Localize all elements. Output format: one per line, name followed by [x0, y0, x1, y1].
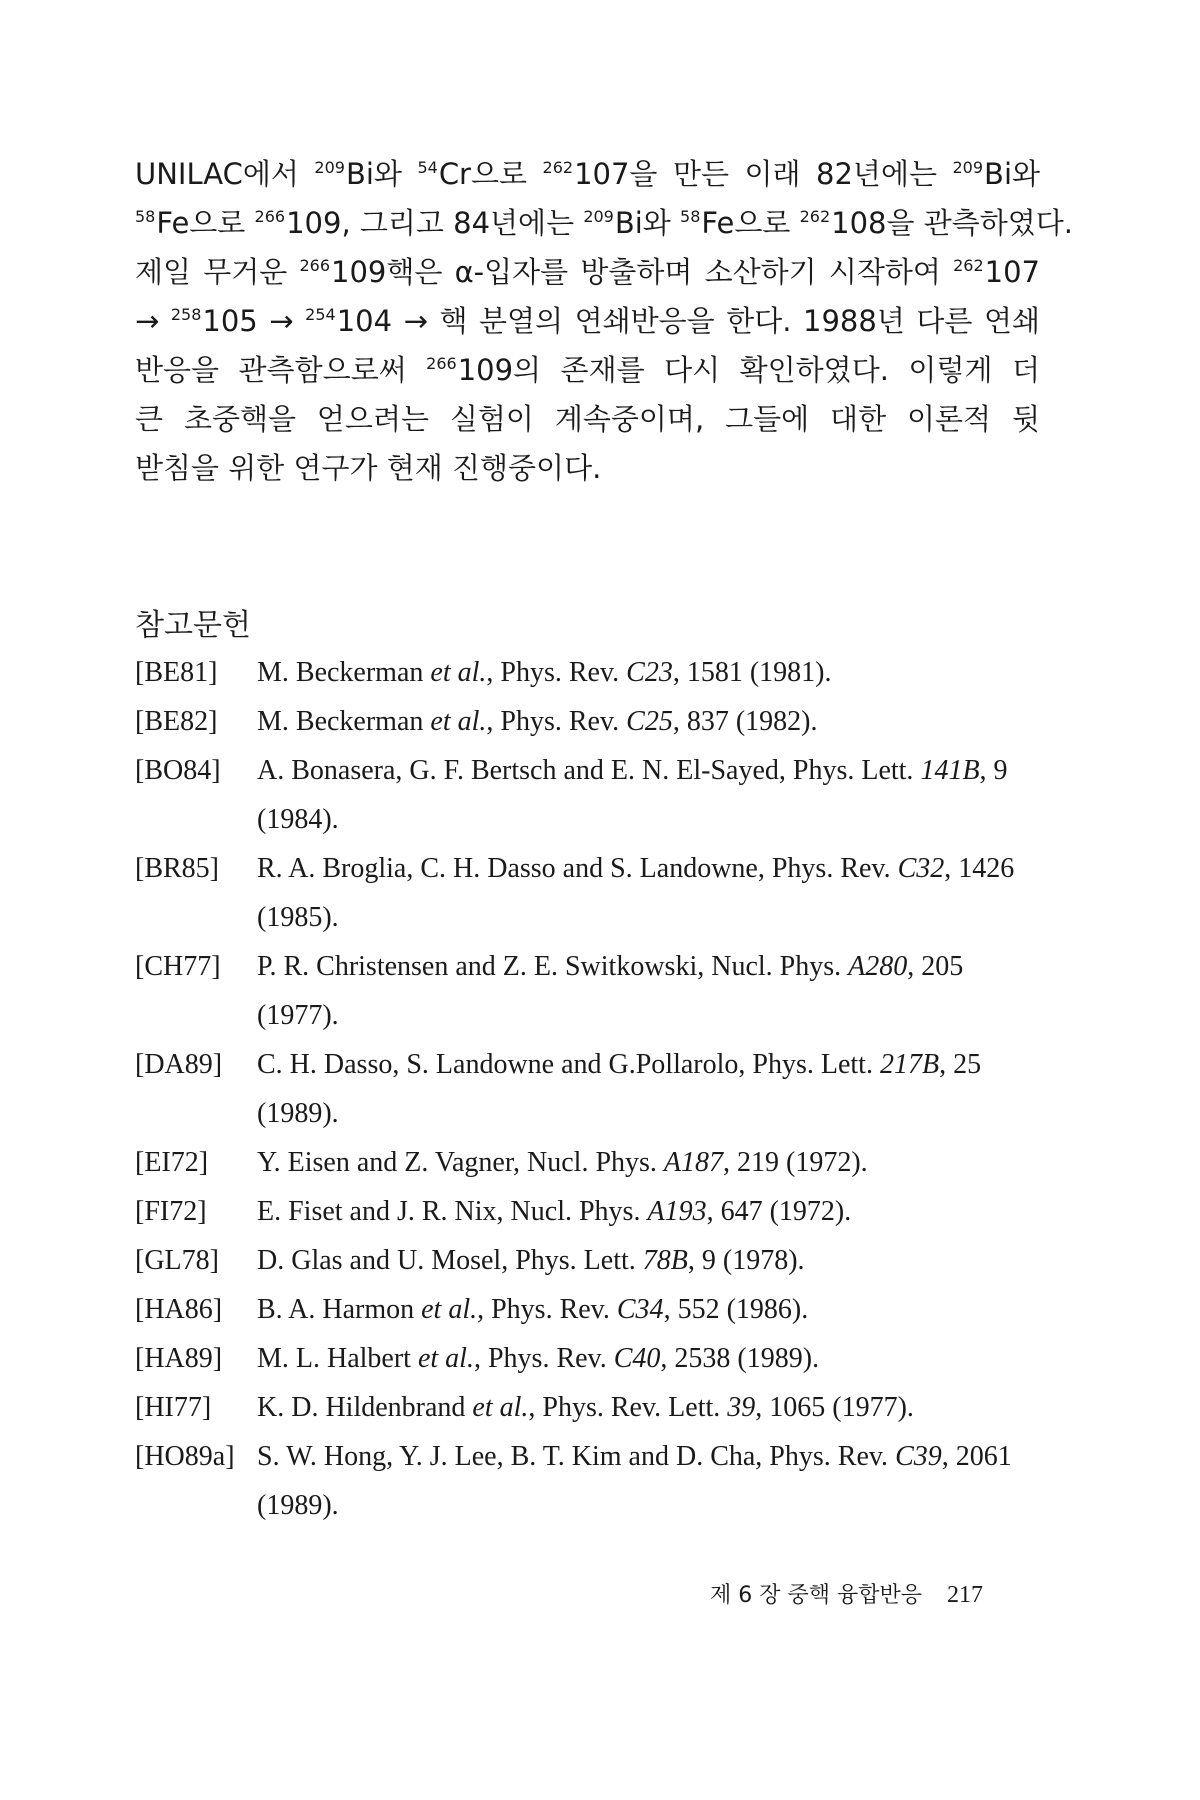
citation-text: , 552 (1986). [663, 1294, 809, 1325]
citation-text: R. A. Broglia, C. H. Dasso and S. Landowne, Phys. Rev. [257, 853, 898, 884]
citation-text: , Phys. Rev. [486, 657, 627, 688]
reference-citation [257, 1383, 1040, 1432]
citation-text: , Phys. Rev. Lett. [528, 1392, 728, 1423]
citation-italic: C25 [626, 706, 673, 737]
body-text-run: → [135, 304, 171, 338]
reference-key: [BE82] [135, 706, 218, 737]
citation-text: , 2538 (1989). [660, 1343, 820, 1374]
body-text-run: 받침을 위한 연구가 현재 진행중이다. [135, 451, 602, 485]
isotope-mass-number: 258 [170, 305, 202, 324]
citation-text: , 647 (1972). [706, 1196, 852, 1227]
citation-italic: et al. [430, 657, 487, 688]
citation-text: P. R. Christensen and Z. E. Switkowski, Nucl. Phys. [257, 951, 849, 982]
citation-italic: 217B [879, 1049, 940, 1080]
citation-italic: 141B [920, 755, 980, 786]
isotope-mass-number: 266 [426, 354, 457, 373]
citation-text: , 1581 (1981). [672, 657, 832, 688]
reference-citation [257, 746, 1040, 844]
isotope-mass-number: 209 [583, 207, 614, 226]
reference-entry [135, 1285, 1040, 1334]
body-line [135, 199, 1074, 248]
citation-text: , Phys. Rev. [486, 706, 627, 737]
reference-key: [BE81] [135, 657, 218, 688]
reference-citation [257, 697, 1040, 746]
body-text-run: 109의 존재를 다시 확인하였다. 이렇게 더 [457, 353, 1040, 387]
reference-key: [HA89] [135, 1343, 223, 1374]
citation-text: , 205 (1977). [257, 951, 964, 1031]
citation-text: D. Glas and U. Mosel, Phys. Lett. [257, 1245, 643, 1276]
body-text-run: 107을 만든 이래 82년에는 [574, 157, 953, 191]
isotope-mass-number: 58 [135, 207, 156, 226]
reference-entry [135, 648, 1040, 697]
page-number: 217 [947, 1582, 983, 1608]
citation-text: M. L. Halbert [257, 1343, 418, 1374]
reference-entry [135, 746, 1040, 844]
body-line [135, 150, 1040, 199]
reference-citation [257, 1236, 1040, 1285]
reference-citation [257, 1040, 1040, 1138]
body-text-run: Fe으로 [701, 206, 800, 240]
citation-text: B. A. Harmon [257, 1294, 422, 1325]
body-text-run: 109핵은 α-입자를 방출하며 소산하기 시작하여 [331, 255, 954, 289]
page-footer [710, 1578, 983, 1609]
reference-entry [135, 1432, 1040, 1530]
references-heading: 참고문헌 [135, 608, 251, 643]
isotope-mass-number: 54 [417, 158, 438, 177]
body-line [135, 395, 1040, 444]
isotope-mass-number: 266 [299, 256, 330, 275]
body-text-run: 107 [984, 255, 1041, 289]
body-text-run: Bi와 [345, 157, 418, 191]
isotope-mass-number: 262 [799, 207, 831, 226]
isotope-mass-number: 58 [680, 207, 701, 226]
body-line [135, 346, 1040, 395]
reference-key: [GL78] [135, 1245, 219, 1276]
reference-key: [HA86] [135, 1294, 223, 1325]
reference-entry [135, 1187, 1040, 1236]
reference-key: [BR85] [135, 853, 219, 884]
citation-italic: A280 [848, 951, 908, 982]
citation-text: , Phys. Rev. [477, 1294, 617, 1325]
reference-entry [135, 1236, 1040, 1285]
references-list [135, 648, 1040, 1530]
reference-key: [EI72] [135, 1147, 209, 1178]
reference-citation [257, 942, 1040, 1040]
citation-text: M. Beckerman [257, 706, 431, 737]
citation-italic: A193 [647, 1196, 707, 1227]
citation-text: , 25 (1989). [257, 1049, 982, 1129]
isotope-mass-number: 262 [953, 256, 984, 275]
citation-text: M. Beckerman [257, 657, 431, 688]
citation-italic: C23 [626, 657, 673, 688]
body-text-run: 104 → 핵 분열의 연쇄반응을 한다. 1988년 다른 연쇄 [336, 304, 1040, 338]
citation-text: K. D. Hildenbrand [257, 1392, 473, 1423]
reference-entry [135, 1138, 1040, 1187]
citation-text: , 837 (1982). [672, 706, 818, 737]
isotope-mass-number: 254 [305, 305, 336, 324]
reference-entry [135, 697, 1040, 746]
reference-citation [257, 1187, 1040, 1236]
reference-citation [257, 1432, 1040, 1530]
citation-italic: 39 [727, 1392, 756, 1423]
citation-italic: C40 [613, 1343, 661, 1374]
citation-text: C. H. Dasso, S. Landowne and G.Pollarolo, Phys. Lett. [257, 1049, 880, 1080]
reference-entry [135, 942, 1040, 1040]
citation-italic: C32 [897, 853, 945, 884]
reference-key: [DA89] [135, 1049, 223, 1080]
body-text-run: 108을 관측하였다. [831, 206, 1074, 240]
citation-text: A. Bonasera, G. F. Bertsch and E. N. El-Sayed, Phys. Lett. [257, 755, 921, 786]
reference-citation [257, 844, 1040, 942]
body-text-run: UNILAC에서 [135, 157, 315, 191]
body-text-run: 제일 무거운 [135, 255, 300, 289]
body-line [135, 444, 1040, 493]
citation-italic: C34 [616, 1294, 664, 1325]
citation-text: , 219 (1972). [723, 1147, 868, 1178]
reference-entry [135, 844, 1040, 942]
body-text-run: Bi와 [984, 157, 1041, 191]
reference-key: [CH77] [135, 951, 221, 982]
citation-italic: A187 [663, 1147, 724, 1178]
isotope-mass-number: 262 [542, 158, 574, 177]
body-line [135, 297, 1040, 346]
citation-text: , 1065 (1977). [755, 1392, 914, 1423]
citation-italic: et al. [472, 1392, 529, 1423]
citation-text: , 9 (1984). [257, 755, 1008, 835]
body-text-run: 반응을 관측함으로써 [135, 353, 427, 387]
citation-text: S. W. Hong, Y. J. Lee, B. T. Kim and D. Cha, Phys. Rev. [257, 1441, 896, 1472]
citation-text: , 1426 (1985). [257, 853, 1015, 933]
reference-citation [257, 1285, 1040, 1334]
isotope-mass-number: 266 [254, 207, 286, 226]
reference-citation [257, 1334, 1040, 1383]
reference-key: [HI77] [135, 1392, 212, 1423]
body-text-run: 큰 초중핵을 얻으려는 실험이 계속중이며, 그들에 대한 이론적 뒷 [135, 402, 1040, 436]
chapter-title: 제 6 장 중핵 융합반응 [710, 1583, 922, 1608]
reference-key: [HO89a] [135, 1441, 235, 1472]
body-text-run: Bi와 [614, 206, 681, 240]
citation-italic: et al. [417, 1343, 474, 1374]
citation-text: Y. Eisen and Z. Vagner, Nucl. Phys. [257, 1147, 664, 1178]
citation-text: , Phys. Rev. [473, 1343, 614, 1374]
citation-italic: 78B [642, 1245, 688, 1276]
citation-text: E. Fiset and J. R. Nix, Nucl. Phys. [257, 1196, 648, 1227]
isotope-mass-number: 209 [952, 158, 984, 177]
reference-entry [135, 1334, 1040, 1383]
body-text-run: 105 → [202, 304, 306, 338]
citation-text: , 2061 (1989). [257, 1441, 1012, 1521]
reference-citation [257, 1138, 1040, 1187]
citation-italic: C39 [895, 1441, 942, 1472]
reference-key: [FI72] [135, 1196, 207, 1227]
citation-text: , 9 (1978). [687, 1245, 805, 1276]
body-line [135, 248, 1040, 297]
citation-italic: et al. [430, 706, 487, 737]
isotope-mass-number: 209 [314, 158, 345, 177]
reference-entry [135, 1040, 1040, 1138]
body-text-run: 109, 그리고 84년에는 [286, 206, 584, 240]
body-text-run: Fe으로 [156, 206, 255, 240]
citation-italic: et al. [421, 1294, 478, 1325]
body-text-run: Cr으로 [438, 157, 543, 191]
reference-key: [BO84] [135, 755, 221, 786]
reference-entry [135, 1383, 1040, 1432]
body-paragraph [135, 150, 1074, 493]
reference-citation [257, 648, 1040, 697]
